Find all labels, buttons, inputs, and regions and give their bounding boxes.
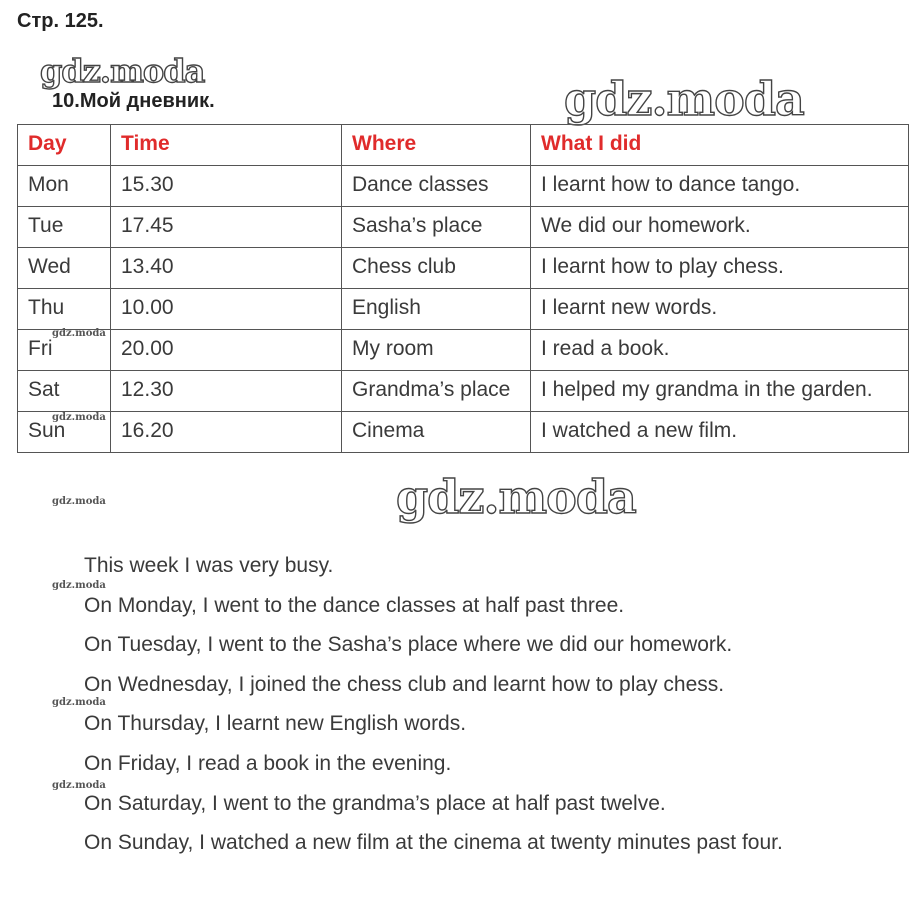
cell-time: 15.30 [111,166,342,207]
header-what-i-did: What I did [531,125,909,166]
watermark-logo: gdz.moda [52,496,106,507]
page-number: Стр. 125. [17,10,104,32]
sentence: On Tuesday, I went to the Sasha’s place where we did our homework. [84,633,733,657]
cell-day: Fri [18,330,111,371]
watermark-logo: gdz.moda [40,52,205,90]
cell-where: Dance classes [342,166,531,207]
watermark-logo: gdz.moda [52,697,106,708]
cell-where: Sasha’s place [342,207,531,248]
cell-where: My room [342,330,531,371]
diary-sentences [84,552,783,869]
sentence: On Thursday, I learnt new English words. [84,712,467,736]
cell-day: Mon [18,166,111,207]
table-row [18,412,909,453]
exercise-heading [52,90,215,113]
cell-time: 13.40 [111,248,342,289]
table-row [18,371,909,412]
cell-day: Wed [18,248,111,289]
watermark-logo: gdz.moda [564,72,804,126]
cell-where: Grandma’s place [342,371,531,412]
sentence: On Saturday, I went to the grandma’s place at half past twelve. [84,791,666,815]
cell-where: Cinema [342,412,531,453]
sentence: On Monday, I went to the dance classes at half past three. [84,593,625,617]
diary-table [17,124,909,453]
cell-activity: I helped my grandma in the garden. [531,371,909,412]
cell-day: Sat [18,371,111,412]
sentence: On Wednesday, I joined the chess club and learnt how to play chess. [84,672,725,696]
cell-time: 10.00 [111,289,342,330]
cell-activity: We did our homework. [531,207,909,248]
exercise-title: Мой дневник. [79,90,215,112]
cell-day: Thu [18,289,111,330]
cell-day: Sun [18,412,111,453]
watermark-logo: gdz.moda [52,580,106,591]
watermark-logo: gdz.moda [52,780,106,791]
header-time: Time [111,125,342,166]
cell-time: 16.20 [111,412,342,453]
watermark-logo: gdz.moda [52,412,106,423]
header-where: Where [342,125,531,166]
cell-activity: I learnt how to dance tango. [531,166,909,207]
sentence: On Sunday, I watched a new film at the cinema at twenty minutes past four. [84,831,783,855]
table-header-row [18,125,909,166]
cell-activity: I read a book. [531,330,909,371]
watermark-logo: gdz.moda [396,470,636,524]
cell-time: 12.30 [111,371,342,412]
watermark-logo: gdz.moda [52,328,106,339]
table-row [18,330,909,371]
cell-day: Tue [18,207,111,248]
table-row [18,166,909,207]
table-row [18,207,909,248]
exercise-number: 10. [52,90,80,112]
sentence: On Friday, I read a book in the evening. [84,751,452,775]
cell-where: Chess club [342,248,531,289]
cell-activity: I watched a new film. [531,412,909,453]
cell-activity: I learnt new words. [531,289,909,330]
table-row [18,248,909,289]
cell-where: English [342,289,531,330]
header-day: Day [18,125,111,166]
cell-time: 20.00 [111,330,342,371]
table-row [18,289,909,330]
cell-time: 17.45 [111,207,342,248]
sentence: This week I was very busy. [84,554,334,577]
cell-activity: I learnt how to play chess. [531,248,909,289]
